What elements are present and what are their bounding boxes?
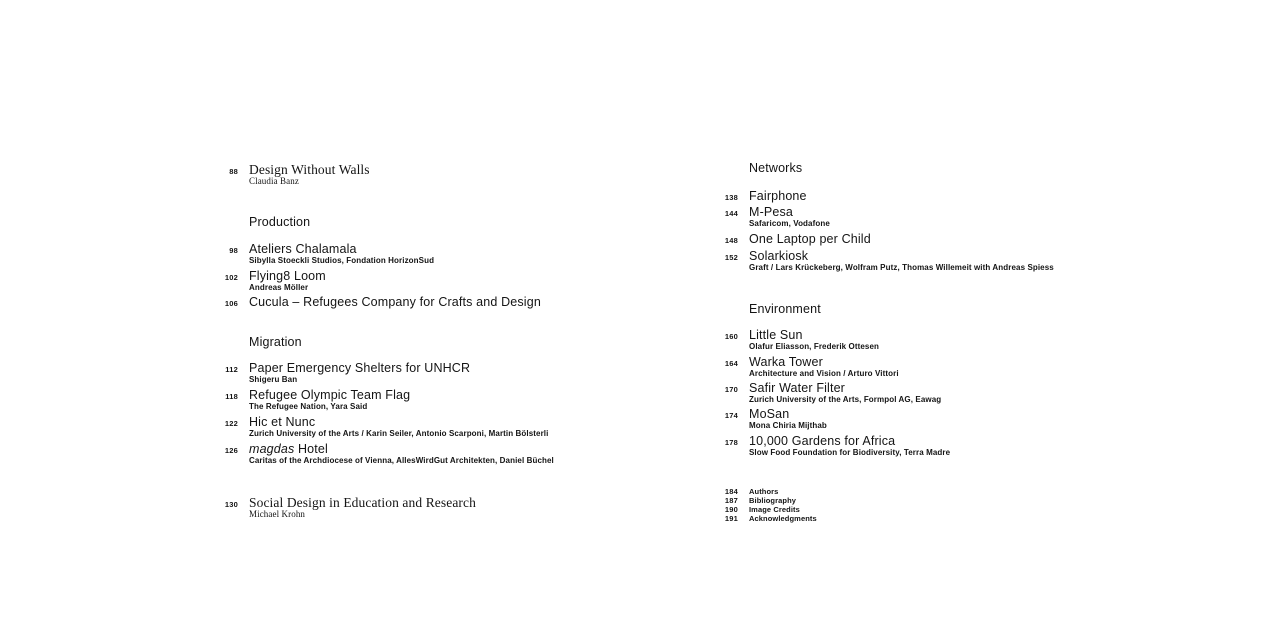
- entry-title: Paper Emergency Shelters for UNHCR: [249, 361, 471, 375]
- entry-title: Refugee Olympic Team Flag: [249, 388, 411, 402]
- toc-entry: [710, 250, 1054, 273]
- page-number: 170: [724, 385, 738, 394]
- backmatter-item: [710, 496, 1054, 505]
- entry-subtitle: The Refugee Nation, Yara Said: [249, 402, 368, 411]
- entry-title-regular-part: Hotel: [294, 442, 328, 456]
- entry-title: Design Without Walls: [249, 162, 370, 177]
- entry-title: Safir Water Filter: [749, 381, 845, 395]
- toc-entry: [210, 243, 554, 266]
- toc-left-column: [210, 163, 554, 519]
- toc-entry: [210, 270, 554, 293]
- toc-entry: [210, 296, 554, 309]
- page-number: 184: [724, 487, 738, 496]
- toc-entry: [210, 362, 554, 385]
- entry-title: Little Sun: [749, 328, 803, 342]
- entry-body: [749, 408, 827, 431]
- backmatter-list: [710, 487, 1054, 523]
- page-number: 118: [225, 392, 238, 401]
- entry-title: MoSan: [749, 407, 790, 421]
- page-number: 102: [224, 273, 238, 282]
- toc-entry: [710, 206, 1054, 229]
- backmatter-item: [710, 505, 1054, 514]
- page-number: 174: [724, 411, 738, 420]
- page-number: 130: [224, 500, 238, 509]
- entry-subtitle: Zurich University of the Arts / Karin Seiler, Antonio Scarponi, Martin Bölsterli: [249, 429, 549, 438]
- entry-title: Flying8 Loom: [249, 269, 326, 283]
- entry-body: [249, 496, 476, 519]
- backmatter-item: [710, 487, 1054, 496]
- entry-body: [249, 163, 370, 186]
- backmatter-label: Acknowledgments: [749, 514, 817, 523]
- entry-title: Ateliers Chalamala: [249, 242, 357, 256]
- entry-body: [249, 443, 554, 466]
- entry-subtitle: Zurich University of the Arts, Formpol AG, Eawag: [749, 395, 942, 404]
- toc-entry: [710, 382, 1054, 405]
- entry-title: Cucula – Refugees Company for Crafts and Design: [249, 295, 541, 309]
- entry-subtitle: Claudia Banz: [249, 176, 299, 186]
- page-number: 122: [224, 419, 238, 428]
- page-number: 126: [224, 446, 238, 455]
- toc-entry: [210, 443, 554, 466]
- entry-body: [249, 296, 541, 309]
- entry-subtitle: Caritas of the Archdiocese of Vienna, AllesWirdGut Architekten, Daniel Büchel: [249, 456, 554, 465]
- entry-body: [749, 190, 807, 203]
- toc-entry: [710, 233, 1054, 246]
- entry-title-italic-part: magdas: [249, 442, 295, 456]
- page-number: 148: [724, 236, 738, 245]
- entry-body: [249, 270, 326, 293]
- page-number: 98: [229, 246, 238, 255]
- toc-right-column: [710, 162, 1054, 523]
- page-number: 187: [724, 496, 738, 505]
- entry-title: 10,000 Gardens for Africa: [749, 434, 896, 448]
- backmatter-label: Bibliography: [749, 496, 797, 505]
- entry-subtitle: Sibylla Stoeckli Studios, Fondation HorizonSud: [249, 256, 435, 265]
- backmatter-label: Image Credits: [749, 505, 800, 514]
- entry-title: Solarkiosk: [749, 249, 809, 263]
- entry-title: Warka Tower: [749, 355, 823, 369]
- entry-body: [249, 389, 410, 412]
- entry-body: [749, 329, 879, 352]
- backmatter-item: [710, 514, 1054, 523]
- section-header-networks: Networks: [749, 161, 803, 175]
- toc-entry: [710, 408, 1054, 431]
- backmatter-label: Authors: [749, 487, 779, 496]
- entry-subtitle: Shigeru Ban: [249, 375, 298, 384]
- entry-title: Hic et Nunc: [249, 415, 316, 429]
- entry-title: Social Design in Education and Research: [249, 495, 476, 510]
- entry-subtitle: Michael Krohn: [249, 509, 306, 519]
- entry-body: [749, 206, 830, 229]
- page-number: 112: [225, 365, 238, 374]
- page-number: 152: [724, 253, 738, 262]
- entry-body: [749, 382, 941, 405]
- section-header-migration: Migration: [249, 335, 302, 349]
- entry-title: Fairphone: [749, 189, 807, 203]
- entry-title: [249, 443, 554, 456]
- page-number: 164: [724, 359, 738, 368]
- page-number: 106: [224, 299, 238, 308]
- toc-entry: [710, 190, 1054, 203]
- toc-entry: [210, 389, 554, 412]
- entry-subtitle: Slow Food Foundation for Biodiversity, Terra Madre: [749, 448, 951, 457]
- entry-subtitle: Olafur Eliasson, Frederik Ottesen: [749, 342, 880, 351]
- entry-body: [249, 243, 434, 266]
- entry-subtitle: Andreas Möller: [249, 283, 309, 292]
- entry-subtitle: Safaricom, Vodafone: [749, 219, 830, 228]
- page-number: 190: [724, 505, 738, 514]
- toc-entry: [710, 435, 1054, 458]
- entry-body: [749, 250, 1054, 273]
- entry-subtitle: Mona Chiria Mijthab: [749, 421, 827, 430]
- entry-title: One Laptop per Child: [749, 232, 871, 246]
- page-number: 144: [724, 209, 738, 218]
- page-number: 88: [229, 167, 238, 176]
- page-number: 191: [724, 514, 738, 523]
- entry-subtitle: Graft / Lars Krückeberg, Wolfram Putz, Thomas Willemeit with Andreas Spiess: [749, 263, 1054, 272]
- page-number: 160: [724, 332, 738, 341]
- section-header-production: Production: [249, 215, 311, 229]
- entry-body: [749, 233, 871, 246]
- entry-body: [249, 362, 470, 385]
- entry-body: [249, 416, 548, 439]
- entry-title: M-Pesa: [749, 205, 793, 219]
- entry-body: [749, 435, 950, 458]
- page-number: 178: [724, 438, 738, 447]
- toc-entry: [210, 416, 554, 439]
- toc-entry: [210, 496, 554, 519]
- page-number: 138: [724, 193, 738, 202]
- toc-entry: [710, 356, 1054, 379]
- entry-body: [749, 356, 899, 379]
- entry-subtitle: Architecture and Vision / Arturo Vittori: [749, 369, 899, 378]
- section-header-environment: Environment: [749, 302, 821, 316]
- toc-entry: [710, 329, 1054, 352]
- toc-entry: [210, 163, 554, 186]
